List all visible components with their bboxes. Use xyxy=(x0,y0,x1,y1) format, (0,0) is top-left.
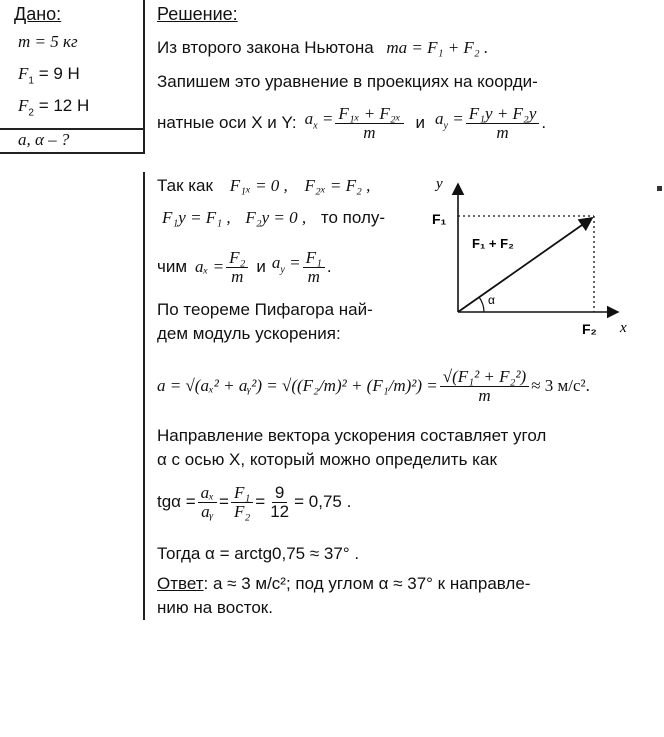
p1-l3-text: чим xyxy=(157,257,188,276)
acceleration-formula xyxy=(157,360,590,412)
given-mass: m = 5 кг xyxy=(18,32,78,51)
vector-diagram xyxy=(428,170,638,340)
p1-line2 xyxy=(162,208,385,228)
ay-fraction xyxy=(466,105,540,142)
solution-line2: Запишем это уравнение в проекциях на коорди- xyxy=(157,72,538,91)
given-f1 xyxy=(18,64,80,91)
given-f1-symbol: F xyxy=(18,64,29,83)
tg-frac2-den: F₂ xyxy=(233,501,251,521)
p2-line2: дем модуль ускорения: xyxy=(157,324,341,343)
given-bottom-line xyxy=(0,152,145,154)
p1-ay-den: m xyxy=(307,266,320,286)
solution-line3: натные оси X и Y: $a_x$ = $\frac{\text{F₁ₓ + F₂ₓ}}{m}$ и $a_y$ = $\frac{\text{F₁y + F₂y}}{m}$ . xyxy=(157,103,547,142)
p1-ax-num: F₂ xyxy=(226,249,248,268)
given-f2-value: = 12 Н xyxy=(38,96,90,115)
tg-frac1-num: aₓ xyxy=(198,484,217,503)
p1-eq1: F₁ₓ = 0 , xyxy=(229,176,288,195)
f1-label: F₁ xyxy=(432,211,447,227)
p3-line2: α с осью X, который можно определить как xyxy=(157,450,497,469)
sum-vector xyxy=(458,218,592,312)
answer-line2: нию на восток. xyxy=(157,598,273,617)
newton-equation: ma = F₁ + F₂ . xyxy=(386,38,489,57)
given-f2-symbol: F xyxy=(18,96,29,115)
given-divider-top xyxy=(143,0,145,152)
tg-frac1-den: aᵧ xyxy=(201,501,214,521)
tg-frac3-num: 9 xyxy=(272,484,287,503)
angle-label: α xyxy=(488,293,495,307)
ay-numerator: F₁y + F₂y xyxy=(466,105,540,124)
given-find: a, α – ? xyxy=(18,130,70,149)
p1-ay-num: F₁ xyxy=(303,249,325,268)
solution-line1 xyxy=(157,38,488,58)
y-axis-label: y xyxy=(436,176,443,192)
acceleration-result: ≈ 3 м/с². xyxy=(531,376,590,395)
given-f2-sub: 2 xyxy=(28,107,34,119)
f2-label: F₂ xyxy=(582,321,597,337)
acceleration-num: √(F₁² + F₂²) xyxy=(440,368,529,387)
ax-denominator: m xyxy=(363,122,376,142)
p1-ax-fraction xyxy=(226,249,248,286)
p1-line1 xyxy=(157,176,370,196)
then-line: Тогда α = arctg0,75 ≈ 37° . xyxy=(157,544,360,563)
p3-line1: Направление вектора ускорения составляет угол xyxy=(157,426,547,445)
tg-frac2 xyxy=(231,484,253,521)
ax-fraction xyxy=(335,105,403,142)
tg-frac2-num: F₁ xyxy=(231,484,253,503)
solution-line1-text: Из второго закона Ньютона xyxy=(157,38,374,57)
solution-line3-text: натные оси X и Y: xyxy=(157,113,297,132)
x-axis-label: x xyxy=(620,320,627,336)
angle-arc xyxy=(479,297,484,312)
p1-eq2: F₂ₓ = F₂ , xyxy=(304,176,371,195)
tangent-formula: tgα = $\frac{\text{aₓ}}{\text{aᵧ}}$ = $\frac{\text{F₁}}{\text{F₂}}$ = $\frac{9}{12}$ = 0,75 . xyxy=(157,482,352,521)
answer-line1 xyxy=(157,574,530,594)
solution-divider-bottom xyxy=(143,172,145,620)
p1-and: и xyxy=(256,257,266,276)
given-f2 xyxy=(18,96,89,123)
tangent-lhs: tgα = xyxy=(157,492,196,511)
answer-text: : a ≈ 3 м/с²; под углом α ≈ 37° к направле- xyxy=(203,574,531,593)
given-f1-value: = 9 Н xyxy=(38,64,80,83)
tg-frac3-den: 12 xyxy=(270,501,290,521)
p1-l2-tail: то полу- xyxy=(320,208,386,227)
tg-frac3 xyxy=(267,484,292,521)
acceleration-den: m xyxy=(478,385,491,405)
p2-line1: По теореме Пифагора най- xyxy=(157,300,373,319)
sum-label: F₁ + F₂ xyxy=(472,236,514,251)
answer-label: Ответ xyxy=(157,574,204,593)
p1-ay-fraction xyxy=(303,249,325,286)
acceleration-fraction xyxy=(440,368,529,405)
tangent-result: = 0,75 . xyxy=(294,492,352,511)
stray-mark xyxy=(657,186,662,191)
p1-text-a: Так как xyxy=(157,176,213,195)
given-f1-sub: 1 xyxy=(28,75,34,87)
and-word: и xyxy=(415,113,426,132)
ay-denominator: m xyxy=(496,122,509,142)
acceleration-lhs: a = √(aₓ² + aᵧ²) = √((F₂/m)² + (F₁/m)²) = xyxy=(157,376,438,395)
ay-symbol: $a_y$ = xyxy=(435,109,464,132)
ax-symbol: $a_x$ = xyxy=(304,109,334,132)
given-header: Дано: xyxy=(14,4,62,24)
tg-frac1 xyxy=(198,484,217,521)
p1-ax: aₓ = xyxy=(195,257,225,276)
p1-l2-eq2: F₂y = 0 , xyxy=(245,208,307,227)
p1-ax-den: m xyxy=(231,266,244,286)
p1-ay: $a_y$ = xyxy=(271,253,301,276)
p1-l2-eq1: F₁y = F₁ , xyxy=(162,208,231,227)
solution-header: Решение: xyxy=(157,4,238,24)
p1-line3: чим aₓ = $\frac{\text{F₂}}{m}$ и $a_y$ = $\frac{\text{F₁}}{m}$ . xyxy=(157,247,332,286)
ax-numerator: F₁ₓ + F₂ₓ xyxy=(335,105,403,124)
